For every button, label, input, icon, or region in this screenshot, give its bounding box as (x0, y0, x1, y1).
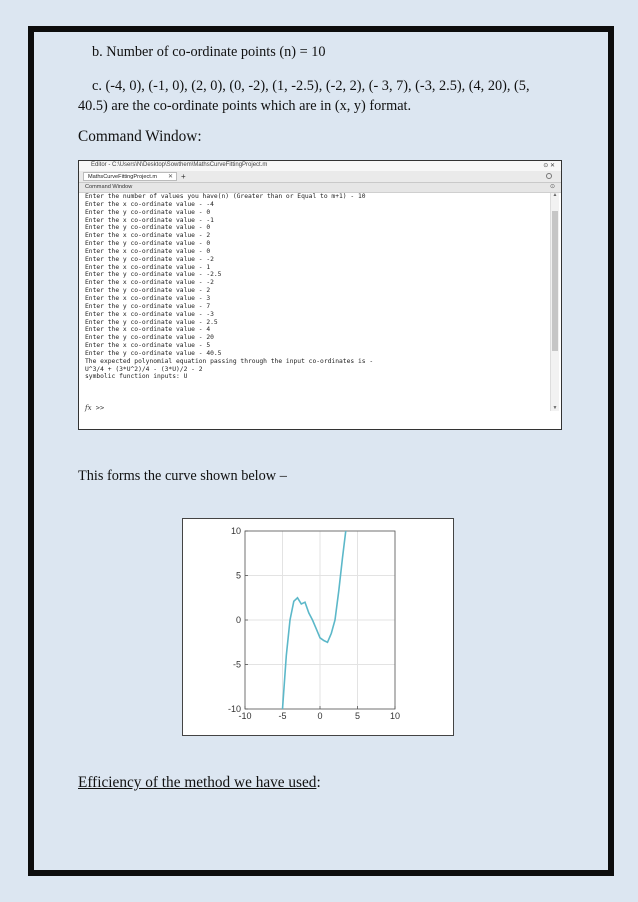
command-output-line: Enter the y co-ordinate value - 40.5 (85, 349, 222, 357)
command-output-line: Enter the y co-ordinate value - 0 (85, 240, 211, 248)
function-icon: fx (85, 404, 92, 412)
command-output-line: Enter the y co-ordinate value - 0 (85, 224, 211, 232)
editor-window-controls[interactable]: ⊙ ✕ (543, 163, 555, 169)
prompt-symbol: >> (95, 404, 105, 412)
curve-intro-text: This forms the curve shown below – (78, 468, 287, 484)
matlab-screenshot (78, 160, 562, 430)
scrollbar[interactable] (550, 193, 559, 411)
command-output-line: Enter the x co-ordinate value - 4 (85, 326, 211, 334)
command-window-header (79, 183, 561, 193)
coordinate-count-item: b. Number of co-ordinate points (n) = 10 (92, 44, 326, 60)
editor-title: Editor - C:\Users\N\Desktop\Sowthem\MathsCurveFittingProject.m (91, 162, 268, 168)
command-output-line: Enter the y co-ordinate value - -2.5 (85, 271, 222, 279)
x-tick-label: 10 (389, 711, 401, 721)
page-border (28, 26, 614, 876)
editor-tab[interactable] (83, 172, 177, 181)
command-output-line: Enter the x co-ordinate value - -2 (85, 279, 214, 287)
command-output-line: Enter the x co-ordinate value - -3 (85, 310, 214, 318)
command-output-line: U^3/4 + (3*U^2)/4 - (3*U)/2 - 2 (85, 365, 203, 373)
command-window-label: Command Window (85, 184, 133, 190)
command-output-line: Enter the x co-ordinate value - 1 (85, 263, 211, 271)
y-tick-label: -10 (227, 704, 241, 714)
coordinate-points-item: c. (-4, 0), (-1, 0), (2, 0), (0, -2), (1, -2.5), (-2, 2), (- 3, 7), (-3, 2.5), (4, 20), (5, 40.5) are the co-ordinate points which are in (x, y) format. (78, 78, 530, 114)
x-tick-label: 5 (354, 711, 361, 721)
command-output-line: Enter the y co-ordinate value - 20 (85, 334, 214, 342)
info-icon[interactable] (546, 173, 552, 179)
command-output-line: Enter the x co-ordinate value - -1 (85, 216, 214, 224)
x-tick-label: -5 (278, 711, 287, 721)
editor-tab-bar (79, 171, 561, 183)
x-tick-label: 0 (317, 711, 323, 721)
y-tick-label: 0 (235, 615, 241, 625)
command-output-line: Enter the y co-ordinate value - 0 (85, 208, 211, 216)
command-output-line: Enter the y co-ordinate value - 2.5 (85, 318, 218, 326)
command-output-line: Enter the x co-ordinate value - 5 (85, 342, 211, 350)
command-output-line: Enter the x co-ordinate value - 0 (85, 247, 211, 255)
add-tab-icon[interactable]: + (181, 172, 186, 181)
command-output-line: The expected polynomial equation passing through the input co-ordinates is - (85, 357, 374, 365)
command-output-line: Enter the x co-ordinate value - -4 (85, 200, 214, 208)
command-window-output (85, 193, 547, 413)
scroll-down-icon[interactable]: ▼ (552, 406, 558, 411)
command-window-heading: Command Window: (78, 128, 202, 145)
command-window-options-icon[interactable]: ⊙ (549, 184, 555, 190)
command-output-line: Enter the y co-ordinate value - -2 (85, 255, 214, 263)
command-output-line: Enter the y co-ordinate value - 7 (85, 302, 211, 310)
efficiency-heading-text: Efficiency of the method we have used (78, 774, 317, 791)
command-output-line: Enter the x co-ordinate value - 2 (85, 232, 211, 240)
scrollbar-thumb[interactable] (552, 211, 558, 351)
command-output-line: Enter the x co-ordinate value - 3 (85, 294, 211, 302)
command-output-line: symbolic function inputs: U (85, 373, 188, 381)
y-tick-label: 5 (235, 570, 241, 581)
efficiency-heading (78, 773, 321, 793)
curve-plot (182, 518, 454, 736)
y-tick-label: 10 (230, 526, 241, 536)
command-output-line: Enter the number of values you have(n) (Greater than or Equal to m+1) - 10 (85, 193, 366, 200)
close-icon[interactable]: ✕ (167, 174, 173, 180)
command-output-line: Enter the y co-ordinate value - 2 (85, 287, 211, 295)
command-prompt[interactable] (85, 404, 104, 412)
y-tick-label: -5 (232, 659, 241, 670)
editor-tab-label: MathsCurveFittingProject.m (88, 174, 158, 180)
curve-plot-svg (183, 519, 453, 735)
scroll-up-icon[interactable]: ▲ (552, 193, 558, 198)
efficiency-heading-colon: : (316, 774, 321, 791)
x-tick-label: -10 (238, 711, 252, 721)
series-line (283, 519, 351, 709)
